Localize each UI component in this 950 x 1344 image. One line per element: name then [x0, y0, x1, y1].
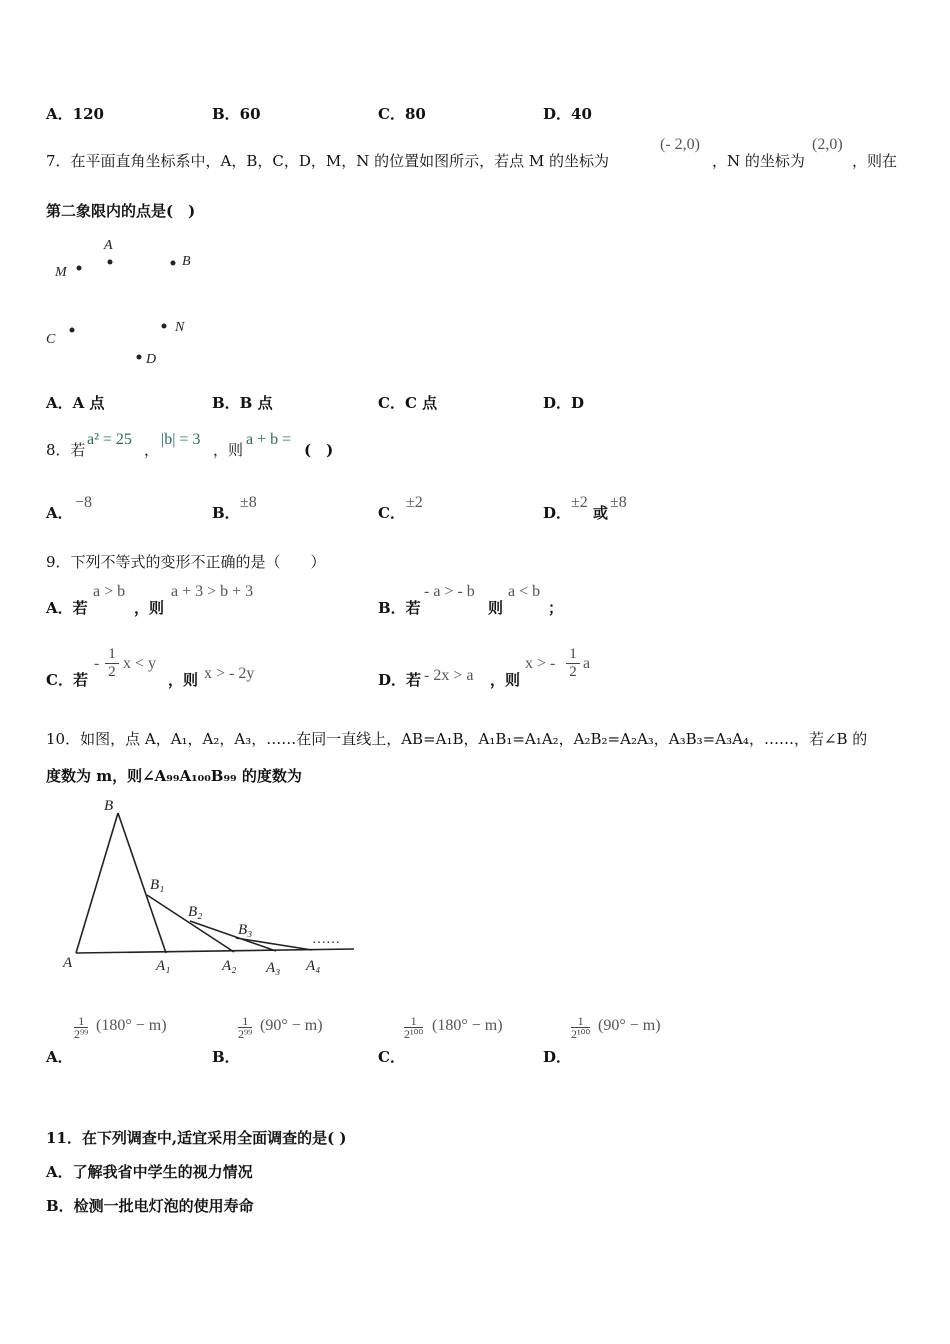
q6-option-b: B．60: [212, 105, 261, 123]
q9-option-a-cond: a > b: [93, 583, 126, 600]
q10-label-a3: A₃: [266, 960, 281, 976]
q7-point-b-label: B: [182, 254, 191, 269]
q9-option-d-lhs: x > -: [525, 655, 556, 672]
q9-option-d-den: 2: [566, 663, 580, 681]
q7-point-c-dot: [70, 328, 75, 333]
q10-label-b: B: [104, 798, 114, 814]
q8-option-c-value: ±2: [406, 494, 423, 511]
q7-point-a-dot: [108, 260, 113, 265]
q9-option-c-then: ，则: [168, 671, 199, 689]
q7-stem-c: ，则在: [852, 152, 898, 170]
q7-point-n-label: N: [175, 320, 185, 335]
q7-point-d-dot: [137, 355, 142, 360]
q10-option-b-expr: (90° − m): [260, 1017, 323, 1034]
q10-base-line: [76, 949, 354, 953]
q10-stem-line2: 度数为 m，则∠A₉₉A₁₀₀B₉₉ 的度数为: [46, 767, 302, 785]
q7-point-c-label: C: [46, 332, 56, 347]
q10-option-d-den: 2¹⁰⁰: [571, 1027, 591, 1041]
q7-option-c: C．C 点: [378, 394, 438, 412]
q7-point-m-label: M: [55, 265, 67, 280]
q10-label-a: A: [63, 955, 73, 971]
q11-option-a: A．了解我省中学生的视力情况: [46, 1163, 253, 1181]
q8-cond1: a² = 25: [87, 431, 132, 448]
q8-option-d-or: 或: [593, 504, 609, 522]
q10-option-a-num: 1: [78, 1014, 85, 1028]
q10-option-c-num: 1: [410, 1014, 417, 1028]
q6-option-a: A．120: [46, 105, 104, 123]
q10-stem-line1: 10．如图，点 A，A₁，A₂，A₃，……在同一直线上，AB=A₁B，A₁B₁=A₁A₂，A₂B₂=A₂A₃，A₃B₃=A₃A₄，……，若∠B 的: [46, 730, 868, 748]
q11-option-b: B．检测一批电灯泡的使用寿命: [46, 1197, 254, 1215]
q9-option-d-var: a: [583, 655, 591, 672]
q8-expr: a + b =: [246, 431, 292, 448]
q9-option-a-result: a + 3 > b + 3: [171, 583, 254, 600]
q9-option-a-then: ，则: [134, 599, 165, 617]
q6-option-c: C．80: [378, 105, 426, 123]
q9-option-b-label: B．若: [378, 599, 421, 617]
q9-option-d-then: ，则: [490, 671, 521, 689]
q7-point-n-dot: [162, 324, 167, 329]
q10-label-b3: B₃: [238, 922, 253, 938]
q9-option-c-fraction: [105, 646, 119, 681]
q10-option-a-den: 2⁹⁹: [74, 1027, 89, 1041]
q7-point-b-dot: [171, 261, 176, 266]
q8-mid: ，则: [213, 441, 244, 459]
q10-option-b-num: 1: [242, 1014, 249, 1028]
q7-option-a: A．A 点: [46, 394, 105, 412]
q10-label-b1: B₁: [150, 877, 165, 893]
q10-option-c-fraction: [404, 1015, 423, 1040]
q6-option-d: D．40: [543, 105, 592, 123]
q8-option-b-value: ±8: [240, 494, 257, 511]
q10-segment-b3a4: [236, 938, 312, 950]
q9-option-b-result: a < b: [508, 583, 541, 600]
q9-option-d-num: 1: [569, 646, 577, 662]
q10-label-dots: ……: [312, 932, 340, 947]
q11-stem: 11．在下列调查中,适宜采用全面调查的是( ): [46, 1129, 347, 1147]
q10-option-a-fraction: [74, 1015, 88, 1040]
q10-label-a1: A₁: [156, 958, 171, 974]
q9-option-a-label: A．若: [46, 599, 88, 617]
q9-option-b-end: ；: [548, 599, 564, 617]
q10-triangle-figure: [58, 795, 358, 980]
q7-stem-line2: 第二象限内的点是( ): [46, 202, 196, 220]
q7-point-d-label: D: [146, 352, 157, 367]
q10-option-b-den: 2⁹⁹: [238, 1027, 253, 1041]
q10-option-b-label: B．: [212, 1048, 240, 1066]
q9-option-c-minus: -: [94, 655, 100, 672]
q10-option-a-expr: (180° − m): [96, 1017, 167, 1034]
q8-comma: ，: [144, 441, 160, 459]
q10-option-d-fraction: [571, 1015, 590, 1040]
q8-option-c-label: C．: [378, 504, 405, 522]
q10-option-d-num: 1: [577, 1014, 584, 1028]
q8-prefix: 8．若: [46, 441, 86, 459]
q7-m-coord: (- 2,0): [660, 136, 700, 153]
q9-stem: 9．下列不等式的变形不正确的是（ ）: [46, 553, 326, 571]
q10-segment-b2a3: [190, 921, 276, 951]
q9-option-b-cond: - a > - b: [424, 583, 475, 600]
q9-option-d-fraction: [566, 646, 580, 681]
q8-option-d-value1: ±2: [571, 494, 588, 511]
q7-point-m-dot: [77, 266, 82, 271]
q9-option-c-rest: x < y: [123, 655, 157, 672]
q10-option-c-den: 2¹⁰⁰: [404, 1027, 424, 1041]
q7-option-b: B．B 点: [212, 394, 273, 412]
q9-option-c-den: 2: [105, 663, 119, 681]
q7-stem-b: ，N 的坐标为: [712, 152, 805, 170]
q7-stem-a: 7．在平面直角坐标系中，A，B，C，D，M，N 的位置如图所示，若点 M 的坐标为: [46, 152, 610, 170]
q8-option-a-label: A．: [46, 504, 73, 522]
q9-option-c-label: C．若: [46, 671, 88, 689]
q10-label-b2: B₂: [188, 904, 203, 920]
q9-option-c-num: 1: [108, 646, 116, 662]
q10-label-a2: A₂: [222, 958, 237, 974]
q8-option-b-label: B．: [212, 504, 240, 522]
q7-stem: [46, 150, 609, 171]
q7-n-coord: (2,0): [812, 136, 843, 153]
q7-point-a-label: A: [104, 238, 113, 253]
q9-option-d-label: D．若: [378, 671, 422, 689]
q10-option-c-label: C．: [378, 1048, 405, 1066]
q10-option-d-label: D．: [543, 1048, 572, 1066]
q10-option-b-fraction: [238, 1015, 252, 1040]
q10-label-a4: A₄: [306, 958, 321, 974]
q10-segment-ab: [76, 813, 118, 953]
q9-option-c-result: x > - 2y: [204, 665, 255, 682]
q7-point-figure: [40, 230, 220, 370]
q9-option-b-then: 则: [488, 599, 504, 617]
q8-option-d-value2: ±8: [610, 494, 627, 511]
q10-option-a-label: A．: [46, 1048, 73, 1066]
q8-paren: ( ): [304, 441, 334, 459]
q8-option-d-label: D．: [543, 504, 572, 522]
q10-option-d-expr: (90° − m): [598, 1017, 661, 1034]
q9-option-d-cond: - 2x > a: [424, 667, 474, 684]
q8-cond2: |b| = 3: [161, 431, 201, 448]
q10-option-c-expr: (180° − m): [432, 1017, 503, 1034]
q8-option-a-value: −8: [75, 494, 93, 511]
q7-option-d: D．D: [543, 394, 585, 412]
